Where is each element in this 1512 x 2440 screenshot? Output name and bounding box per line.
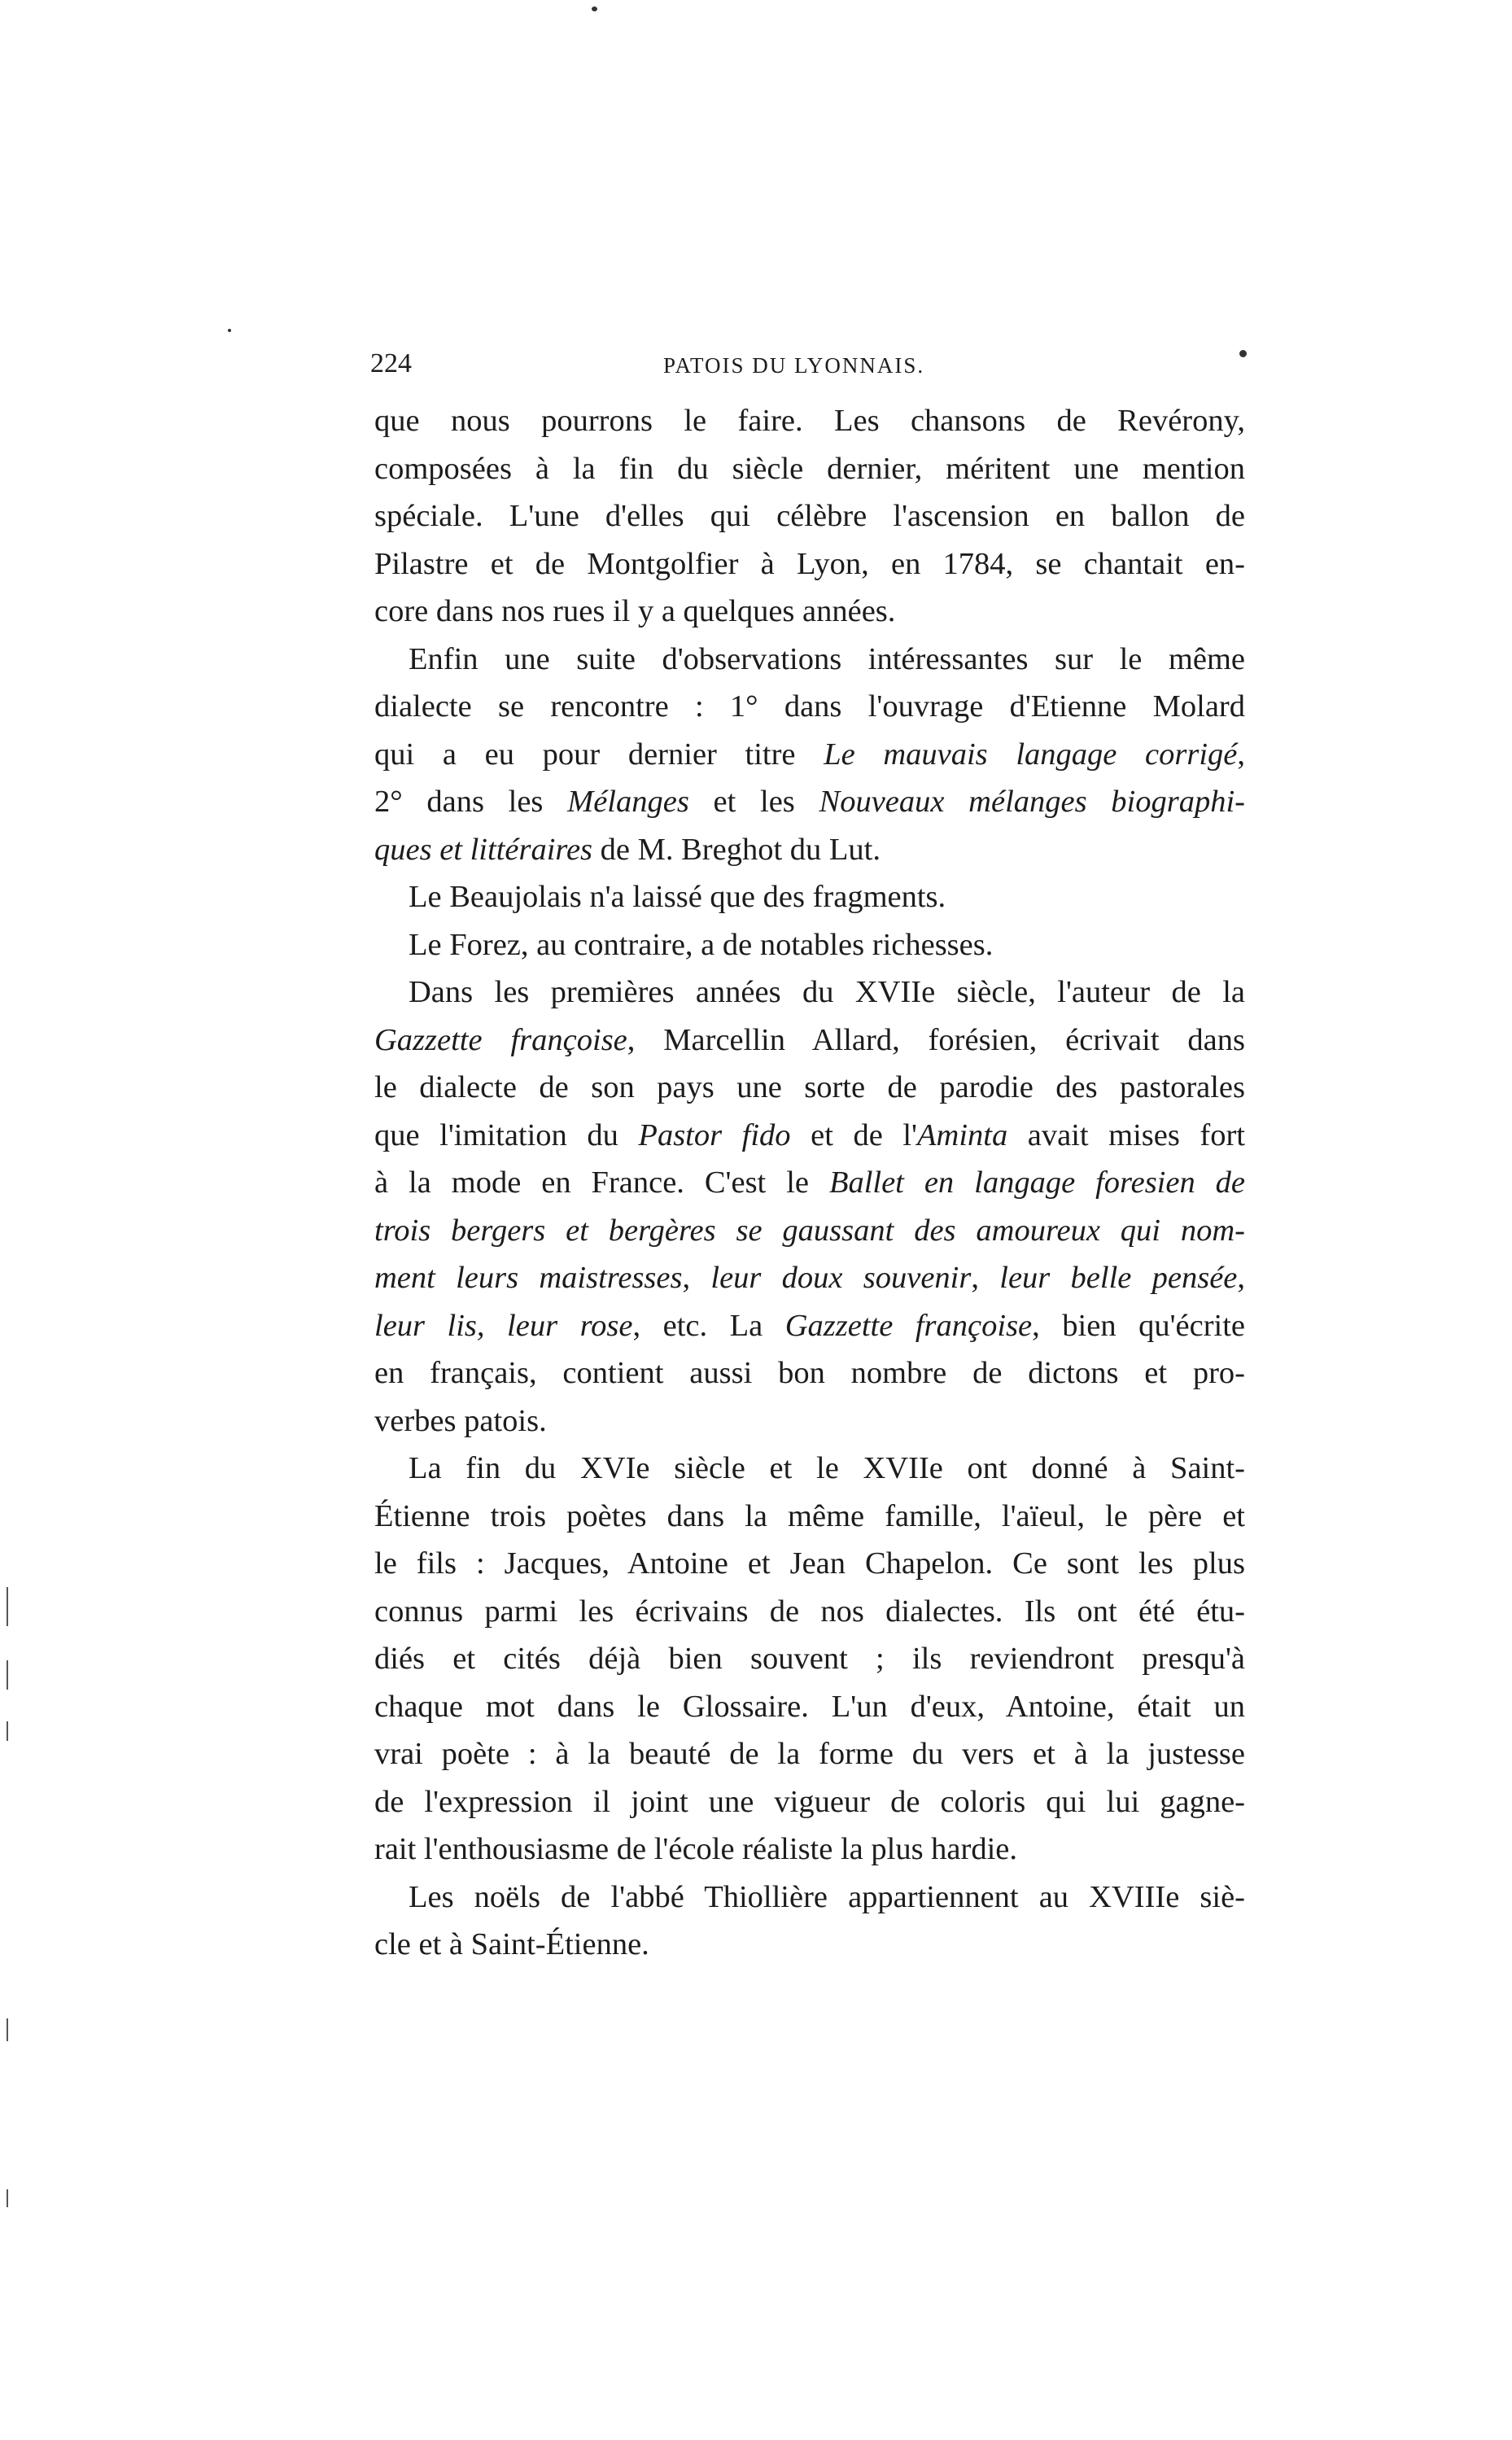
- scan-edge-mark: [7, 2018, 8, 2041]
- italic-title: leur belle pensée: [999, 1261, 1238, 1295]
- text-line: cle et à Saint-Étienne.: [374, 1927, 649, 1961]
- scan-edge-mark: [7, 1721, 8, 1741]
- text-line: verbes patois.: [374, 1403, 547, 1438]
- text-line: Gazzette françoise, Marcellin Allard, forésien, écrivait dans: [374, 1022, 1246, 1057]
- text-line: ment leurs maistresses, leur doux souvenir, leur belle pensée,: [374, 1261, 1245, 1295]
- text-line: ques et littéraires de M. Breghot du Lut.: [374, 832, 881, 867]
- scan-edge-mark: [7, 1660, 8, 1690]
- body-text: [374, 397, 1245, 1969]
- page-number: 224: [370, 348, 412, 378]
- text-line: Dans les premières années du XVIIe siècle, l'auteur de la: [409, 975, 1245, 1009]
- italic-title: Pastor fido: [638, 1117, 791, 1152]
- text-line: core dans nos rues il y a quelques années.: [374, 594, 896, 628]
- text-line: Étienne trois poètes dans la même famille, l'aïeul, le père et: [374, 1498, 1245, 1533]
- text-line: le dialecte de son pays une sorte de parodie des pastorales: [374, 1070, 1245, 1104]
- text-line: à la mode en France. C'est le Ballet en langage foresien de: [374, 1165, 1245, 1200]
- running-title: PATOIS DU LYONNAIS.: [663, 353, 925, 378]
- italic-title: trois bergers et bergères se gaussant des amoureux qui nom-: [374, 1213, 1245, 1248]
- italic-title: ment leurs maistresses: [374, 1261, 683, 1295]
- scan-speck: [1239, 350, 1247, 357]
- text-line: Le Beaujolais n'a laissé que des fragments.: [409, 880, 946, 914]
- italic-title: leur doux souvenir: [710, 1261, 972, 1295]
- text-line: 2° dans les Mélanges et les Nouveaux mélanges biographi-: [374, 785, 1245, 819]
- scan-edge-mark: [7, 2189, 8, 2207]
- text-line: vrai poète : à la beauté de la forme du vers et à la justesse: [374, 1737, 1245, 1771]
- text-line: leur lis, leur rose, etc. La Gazzette françoise, bien qu'écrite: [374, 1308, 1245, 1343]
- text-line: rait l'enthousiasme de l'école réaliste la plus hardie.: [374, 1832, 1018, 1866]
- scan-edge-mark: [7, 1587, 8, 1626]
- italic-title: Nouveaux mélanges biographi-: [819, 785, 1245, 819]
- scan-speck: [592, 7, 597, 11]
- text-line: de l'expression il joint une vigueur de coloris qui lui gagne-: [374, 1784, 1245, 1819]
- text-line: qui a eu pour dernier titre Le mauvais langage corrigé,: [374, 737, 1245, 772]
- text-line: Pilastre et de Montgolfier à Lyon, en 1784, se chantait en-: [374, 546, 1245, 581]
- text-line: le fils : Jacques, Antoine et Jean Chapelon. Ce sont les plus: [374, 1546, 1245, 1581]
- italic-title: Gazzette françoise: [784, 1308, 1033, 1343]
- text-line: [374, 1207, 1245, 1255]
- italic-title: ques et littéraires: [374, 832, 593, 867]
- text-line: Enfin une suite d'observations intéressantes sur le même: [409, 641, 1245, 676]
- scan-speck: [228, 329, 231, 332]
- text-line: dialecte se rencontre : 1° dans l'ouvrage d'Etienne Molard: [374, 689, 1245, 724]
- text-line: Les noëls de l'abbé Thiollière appartiennent au XVIIIe siè-: [409, 1879, 1245, 1914]
- italic-title: Le mauvais langage corrigé: [824, 737, 1238, 772]
- text-line: diés et cités déjà bien souvent ; ils reviendront presqu'à: [374, 1642, 1245, 1676]
- italic-title: Gazzette françoise: [374, 1022, 627, 1057]
- text-line: chaque mot dans le Glossaire. L'un d'eux, Antoine, était un: [374, 1689, 1245, 1724]
- italic-title: Ballet en langage foresien de: [828, 1165, 1245, 1200]
- text-line: spéciale. L'une d'elles qui célèbre l'ascension en ballon de: [374, 499, 1245, 533]
- text-line: Le Forez, au contraire, a de notables richesses.: [409, 927, 994, 962]
- text-line: composées à la fin du siècle dernier, méritent une mention: [374, 451, 1245, 486]
- running-head: [370, 348, 1249, 389]
- text-line: que nous pourrons le faire. Les chansons de Revérony,: [374, 404, 1245, 438]
- text-line: en français, contient aussi bon nombre de dictons et pro-: [374, 1356, 1245, 1390]
- italic-title: Mélanges: [567, 785, 689, 819]
- italic-title: leur lis, leur rose: [374, 1308, 633, 1343]
- italic-title: Aminta: [917, 1117, 1008, 1152]
- text-line: connus parmi les écrivains de nos dialectes. Ils ont été étu-: [374, 1594, 1245, 1629]
- text-line: que l'imitation du Pastor fido et de l'Aminta avait mises fort: [374, 1117, 1245, 1152]
- text-line: La fin du XVIe siècle et le XVIIe ont donné à Saint-: [409, 1451, 1245, 1485]
